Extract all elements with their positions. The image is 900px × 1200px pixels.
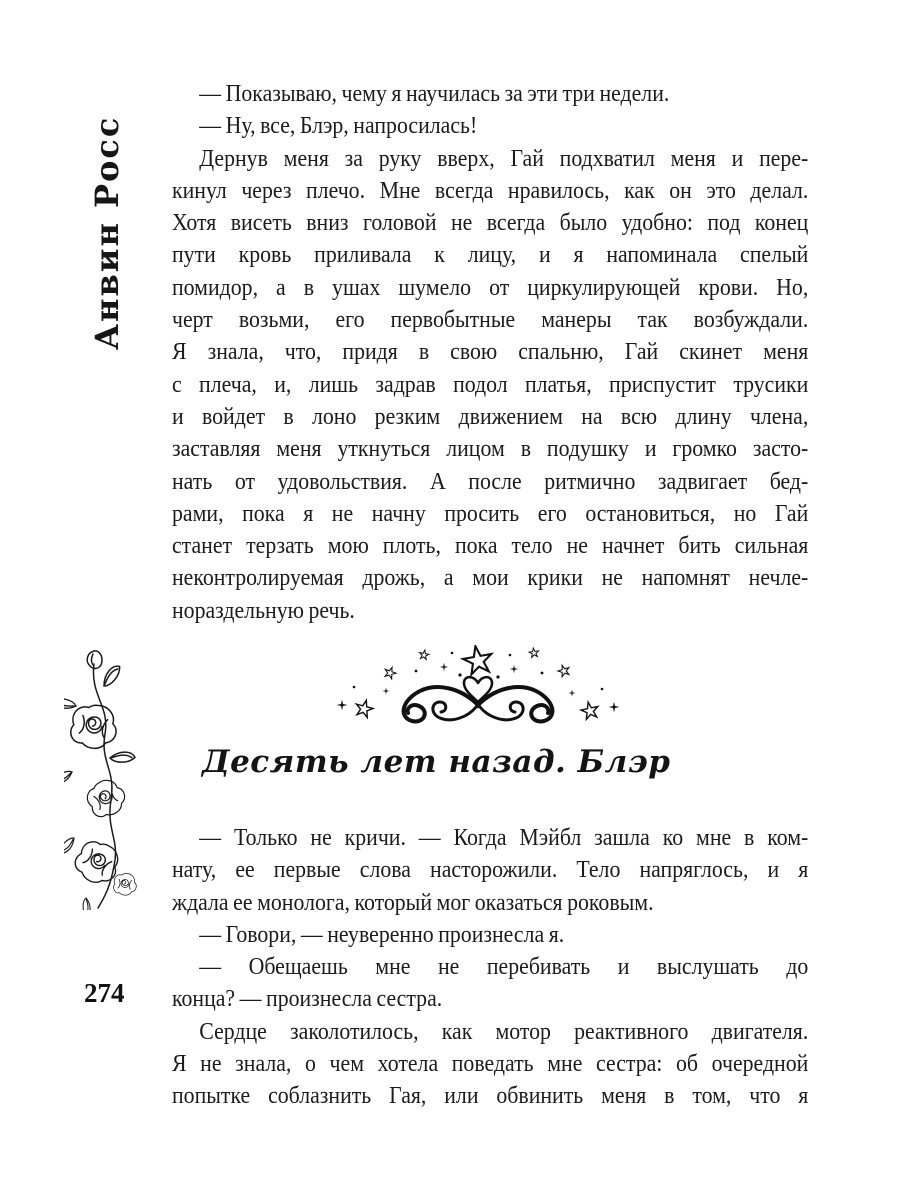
- page-number: 274: [84, 978, 125, 1008]
- text-line: — Только не кричи. — Когда Мэйбл зашла ко мне в ком-: [199, 825, 809, 851]
- text-line: черт возьми, его первобытные манеры так возбуждали.: [172, 307, 809, 334]
- text-line: нату, ее первые слова насторожили. Тело напряглось, и я: [172, 857, 809, 884]
- text-line: заставляя меня уткнуться лицом в подушку и громко засто-: [172, 436, 809, 463]
- text-line: — Говори, — неуверенно произнесла я.: [199, 921, 565, 948]
- text-line: с плеча, и, лишь задрав подол платья, приспустит трусики: [172, 371, 809, 398]
- text-line: конца? — произнесла сестра.: [172, 986, 443, 1013]
- text-line: пути кровь приливала к лицу, и я напоминала спелый: [172, 242, 809, 269]
- text-line: помидор, а в ушах шумело от циркулирующей крови. Но,: [172, 274, 809, 301]
- text-line: рами, пока я не начну просить его остановиться, но Гай: [172, 500, 809, 527]
- rose-vine-decoration: [64, 648, 142, 910]
- text-line: — Ну, все, Блэр, напросилась!: [199, 113, 478, 140]
- text-line: кинул через плечо. Мне всегда нравилось, как он это делал.: [172, 177, 809, 204]
- text-line: Хотя висеть вниз головой не всегда было удобно: под конец: [172, 210, 809, 237]
- section-heading: Десять лет назад. Блэр: [202, 744, 671, 780]
- text-line: неконтролируемая дрожь, а мои крики не напомнят нечле-: [172, 565, 809, 592]
- text-line: нораздельную речь.: [172, 597, 355, 624]
- section-before-break: [172, 78, 808, 627]
- divider-flourish-icon: [328, 645, 628, 740]
- text-line: станет терзать мою плоть, пока тело не начнет бить сильная: [172, 533, 809, 560]
- author-name-vertical: Анвин Росс: [88, 115, 126, 350]
- text-line: попытке соблазнить Гая, или обвинить меня в том, что я: [172, 1083, 809, 1110]
- section-after-break: [172, 822, 808, 1113]
- text-line: нать от удовольствия. А после ритмично задвигает бед-: [172, 468, 809, 495]
- text-line: — Показываю, чему я научилась за эти три недели.: [199, 81, 670, 107]
- text-line: и войдет в лоно резким движением на всю длину члена,: [172, 403, 809, 430]
- text-line: Я не знала, о чем хотела поведать мне сестра: об очередной: [172, 1051, 809, 1078]
- text-line: ждала ее монолога, который мог оказаться роковым.: [172, 889, 654, 916]
- text-line: Сердце заколотилось, как мотор реактивного двигателя.: [199, 1018, 809, 1045]
- text-line: Дернув меня за руку вверх, Гай подхватил меня и пере-: [199, 145, 809, 172]
- text-line: Я знала, что, придя в свою спальню, Гай скинет меня: [172, 339, 809, 366]
- text-line: — Обещаешь мне не перебивать и выслушать до: [199, 954, 809, 981]
